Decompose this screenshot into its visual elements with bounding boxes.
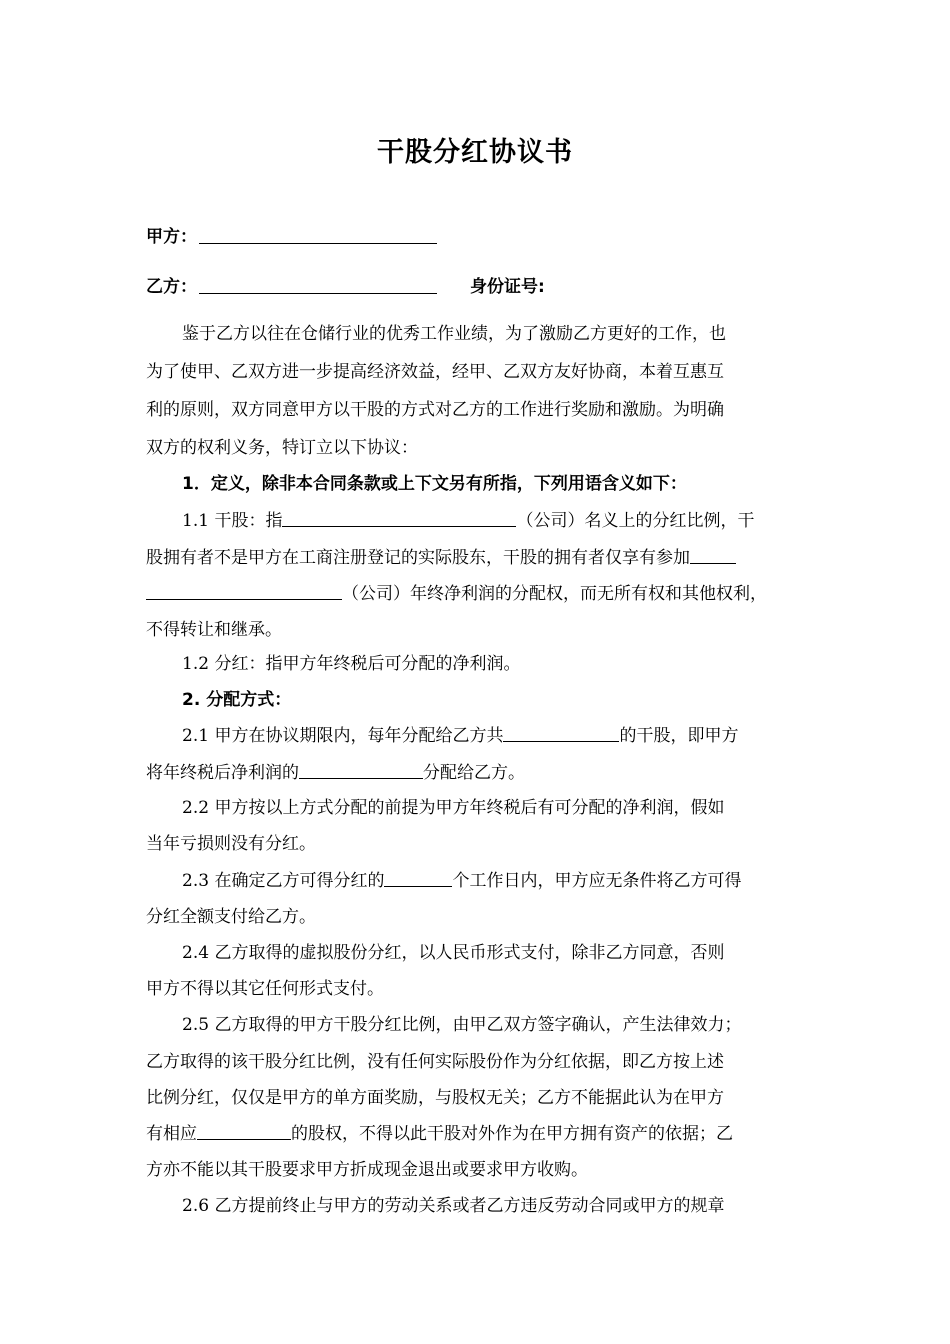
clause-2-1-text-b: 的干股，即甲方 xyxy=(619,726,739,746)
equity-blank xyxy=(197,1122,291,1140)
clause-2-6-line-1: 2.6 乙方提前终止与甲方的劳动关系或者乙方违反劳动合同或甲方的规章 xyxy=(182,1196,725,1216)
party-a-line xyxy=(146,224,437,250)
company-name-blank-2b xyxy=(146,582,342,600)
clause-2-1-text-d: 分配给乙方。 xyxy=(423,763,525,783)
clause-2-1-line-2 xyxy=(146,761,525,785)
clause-1-1-text-l2: 股拥有者不是甲方在工商注册登记的实际股东，干股的拥有者仅享有参加 xyxy=(146,548,690,568)
clause-1-1-line-2 xyxy=(146,546,736,570)
company-name-blank-2a xyxy=(690,546,736,564)
clause-1-1-text-l3: （公司）年终净利润的分配权，而无所有权和其他权利， xyxy=(342,584,767,604)
clause-2-3-line-2: 分红全额支付给乙方。 xyxy=(146,907,316,927)
party-a-blank xyxy=(199,225,437,244)
company-name-blank xyxy=(282,509,516,527)
clause-2-5-line-5: 方亦不能以其干股要求甲方折成现金退出或要求甲方收购。 xyxy=(146,1160,588,1180)
clause-2-3-text-b: 个工作日内，甲方应无条件将乙方可得 xyxy=(452,871,742,891)
clause-1-1-text-b: （公司）名义上的分红比例，干 xyxy=(516,511,755,531)
clause-2-3-text-a: 2.3 在确定乙方可得分红的 xyxy=(182,871,385,891)
party-b-blank xyxy=(199,275,437,294)
clause-2-5-line-2: 乙方取得的该干股分红比例，没有任何实际股份作为分红依据，即乙方按上述 xyxy=(146,1052,724,1072)
clause-2-2-line-1: 2.2 甲方按以上方式分配的前提为甲方年终税后有可分配的净利润，假如 xyxy=(182,798,725,818)
clause-2-5-line-3: 比例分红，仅仅是甲方的单方面奖励，与股权无关；乙方不能据此认为在甲方 xyxy=(146,1088,724,1108)
party-b-line xyxy=(146,274,437,300)
clause-2-1-text-c: 将年终税后净利润的 xyxy=(146,763,299,783)
share-ratio-blank xyxy=(503,724,619,742)
clause-2-5-text-l4b: 的股权，不得以此干股对外作为在甲方拥有资产的依据；乙 xyxy=(291,1124,733,1144)
workdays-blank xyxy=(384,869,452,887)
clause-2-3-line-1 xyxy=(182,869,741,893)
preamble-line-3: 利的原则，双方同意甲方以干股的方式对乙方的工作进行奖励和激励。为明确 xyxy=(146,400,724,420)
document-title: 干股分红协议书 xyxy=(377,137,573,168)
clause-1-1-line-4: 不得转让和继承。 xyxy=(146,620,282,640)
section-1-heading: 1．定义，除非本合同条款或上下文另有所指，下列用语含义如下： xyxy=(182,474,687,494)
preamble-line-2: 为了使甲、乙双方进一步提高经济效益，经甲、乙双方友好协商，本着互惠互 xyxy=(146,362,724,382)
clause-1-1-text-a: 1.1 干股：指 xyxy=(182,511,283,531)
clause-2-5-line-1: 2.5 乙方取得的甲方干股分红比例，由甲乙双方签字确认，产生法律效力； xyxy=(182,1015,742,1035)
preamble-line-4: 双方的权利义务，特订立以下协议： xyxy=(146,438,418,458)
clause-1-1-line-1 xyxy=(182,509,754,533)
party-a-label: 甲方： xyxy=(146,227,197,247)
profit-ratio-blank xyxy=(299,761,423,779)
clause-2-4-line-2: 甲方不得以其它任何形式支付。 xyxy=(146,979,384,999)
party-b-label: 乙方： xyxy=(146,277,197,297)
preamble-line-1: 鉴于乙方以往在仓储行业的优秀工作业绩，为了激励乙方更好的工作，也 xyxy=(182,324,726,344)
section-2-heading: 2. 分配方式： xyxy=(182,690,292,710)
clause-2-5-line-4 xyxy=(146,1122,733,1146)
clause-2-1-text-a: 2.1 甲方在协议期限内，每年分配给乙方共 xyxy=(182,726,504,746)
clause-1-1-line-3 xyxy=(146,582,767,606)
clause-2-2-line-2: 当年亏损则没有分红。 xyxy=(146,834,316,854)
clause-1-2: 1.2 分红：指甲方年终税后可分配的净利润。 xyxy=(182,654,521,674)
clause-2-4-line-1: 2.4 乙方取得的虚拟股份分红，以人民币形式支付，除非乙方同意，否则 xyxy=(182,943,725,963)
clause-2-5-text-l4a: 有相应 xyxy=(146,1124,197,1144)
id-number-label: 身份证号: xyxy=(470,277,545,297)
clause-2-1-line-1 xyxy=(182,724,738,748)
